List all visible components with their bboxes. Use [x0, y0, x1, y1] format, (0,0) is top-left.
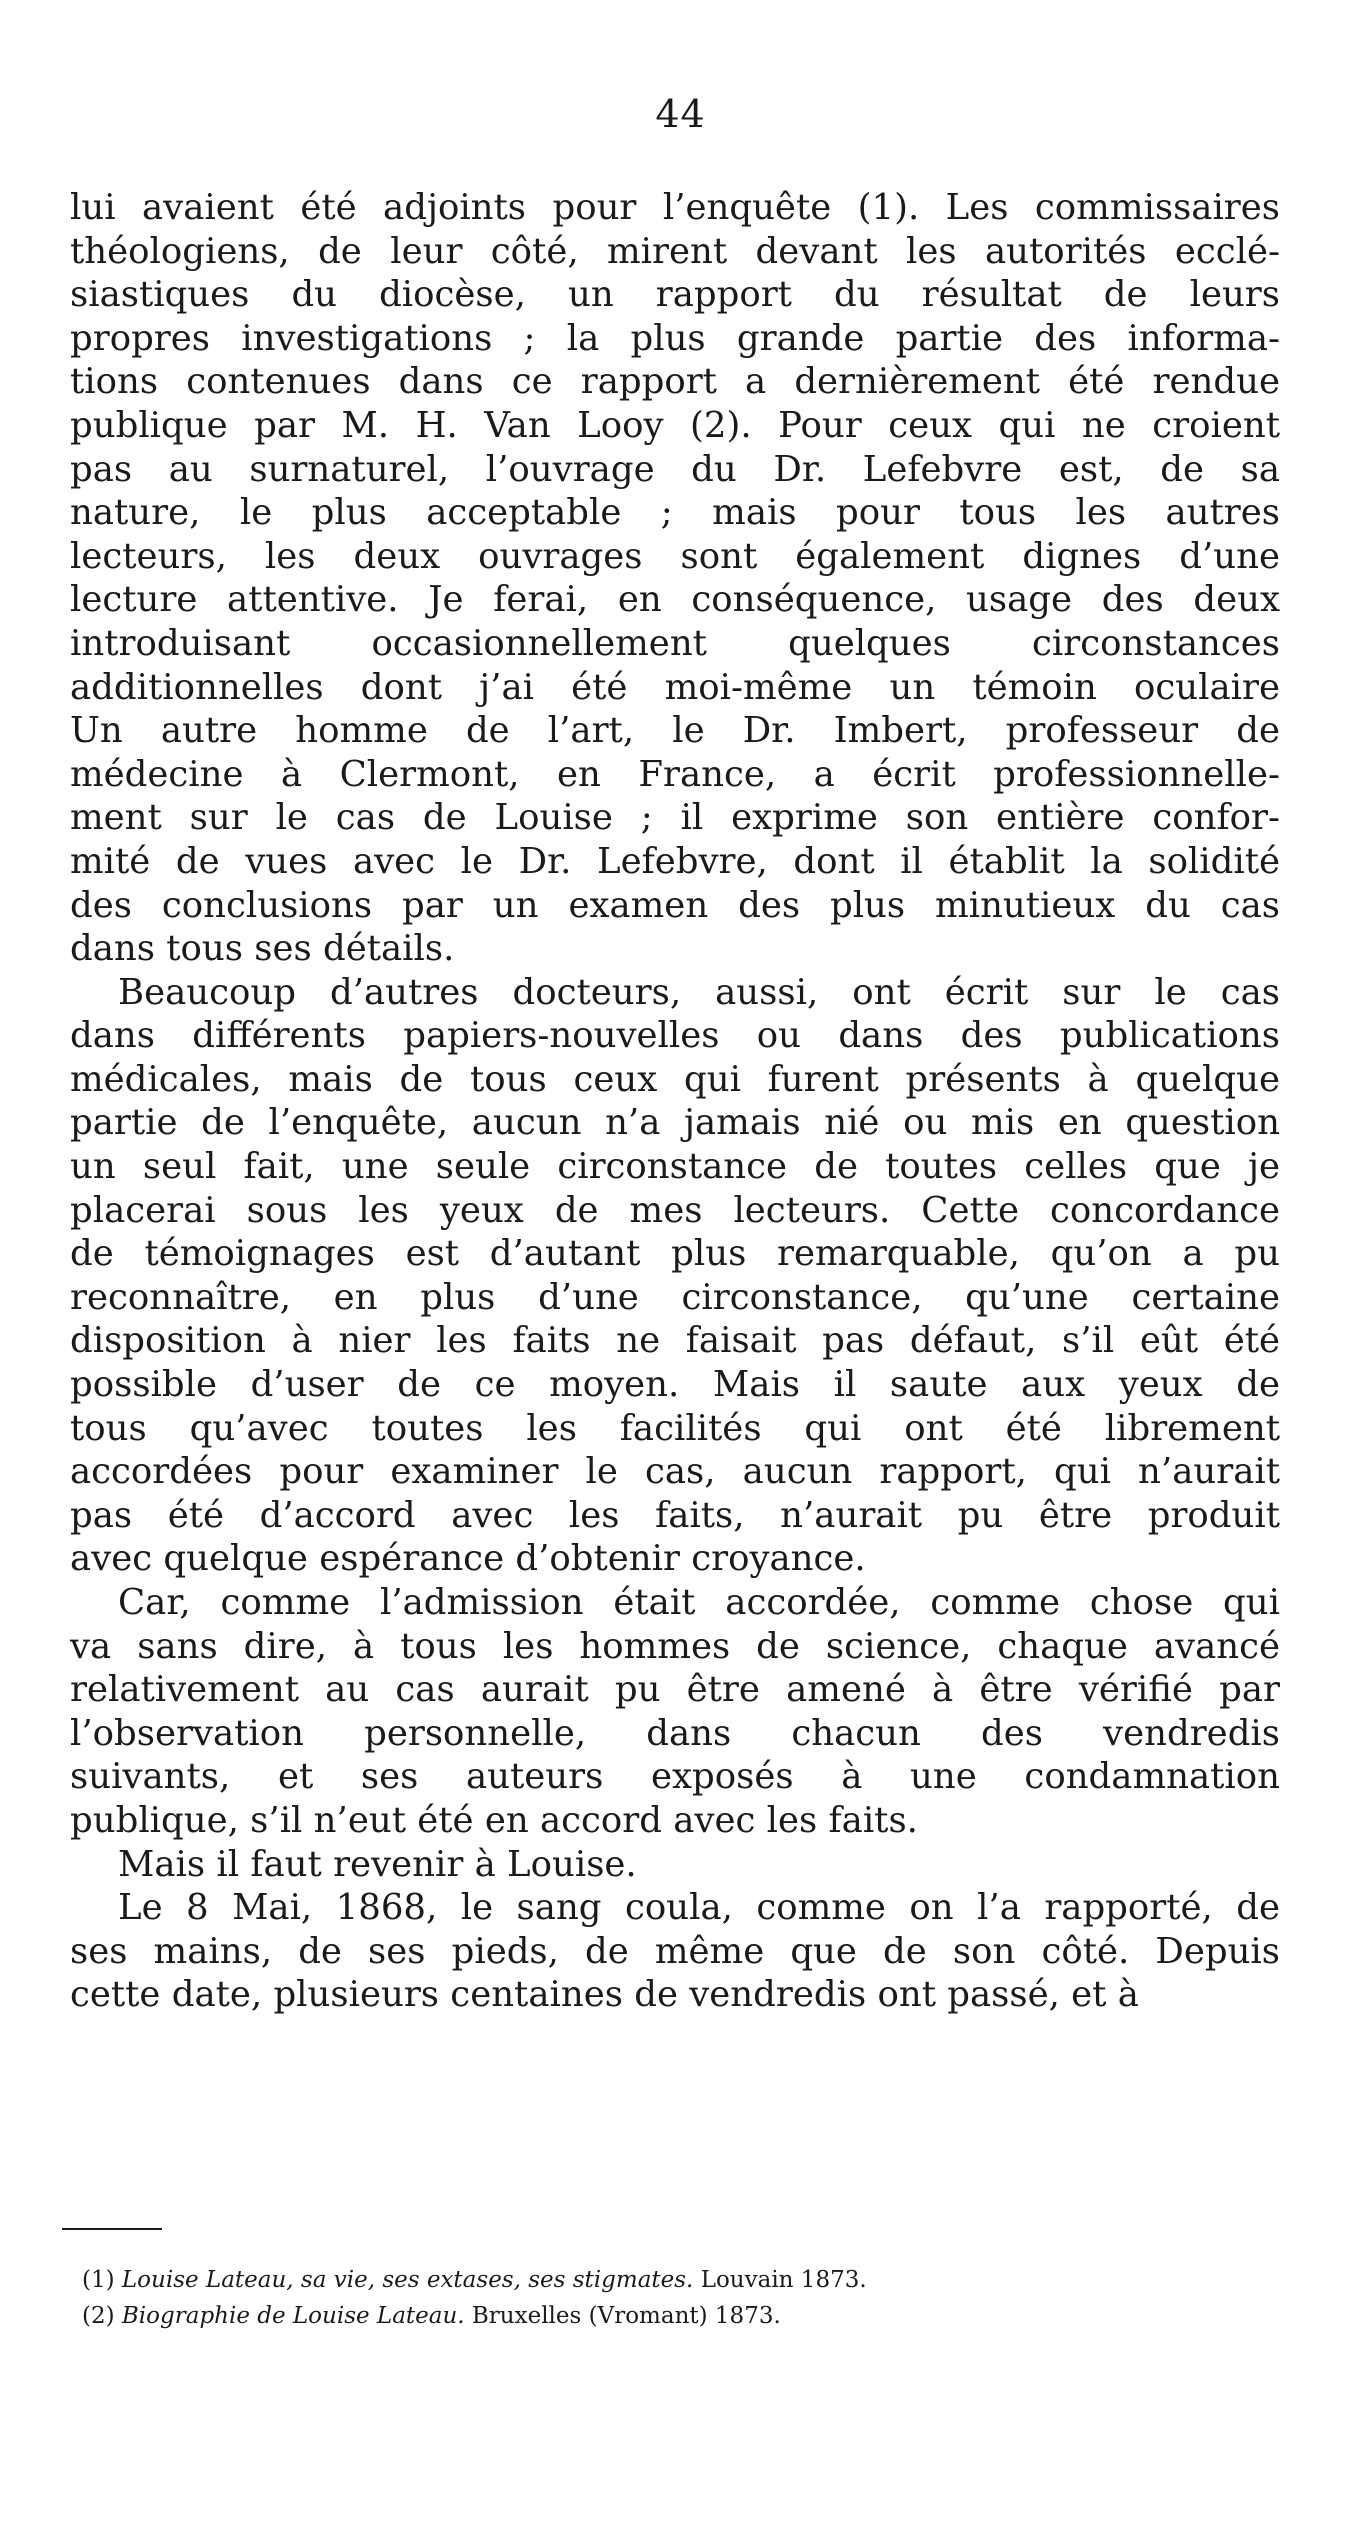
text-line: médecine à Clermont, en France, a écrit professionnelle- — [70, 753, 1280, 795]
text-line: Beaucoup d’autres docteurs, aussi, ont écrit sur le cas — [118, 971, 1280, 1013]
text-line: introduisant occasionnellement quelques circonstances — [70, 622, 1280, 664]
text-line: tions contenues dans ce rapport a dernièrement été rendue — [70, 361, 1280, 403]
footnote-title: Biographie de Louise Lateau. — [121, 2303, 465, 2329]
footnote — [82, 2298, 1182, 2334]
text-line: dans différents papiers-nouvelles ou dans des publications — [70, 1015, 1280, 1057]
paragraph — [70, 186, 1280, 971]
text-line: lui avaient été adjoints pour l’enquête (1). Les commissaires — [70, 187, 1280, 228]
text-line: Mais il faut revenir à Louise. — [118, 1843, 637, 1885]
text-line: de témoignages est d’autant plus remarquable, qu’on a pu — [70, 1233, 1280, 1275]
footnote-title: Louise Lateau, sa vie, ses extases, ses stigmates. — [121, 2267, 694, 2293]
text-line: reconnaître, en plus d’une circonstance, qu’une certaine — [70, 1276, 1280, 1318]
text-line: placerai sous les yeux de mes lecteurs. Cette concordance — [70, 1189, 1280, 1231]
page-number: 44 — [655, 92, 706, 136]
text-line: ment sur le cas de Louise ; il exprime son entière confor- — [70, 797, 1280, 839]
footnote-divider — [62, 2228, 162, 2230]
paragraph — [70, 971, 1280, 1581]
text-line: publique, s’il n’eut été en accord avec les faits. — [70, 1799, 918, 1841]
text-line: pas au surnaturel, l’ouvrage du Dr. Lefebvre est, de sa — [70, 448, 1280, 490]
text-line: accordées pour examiner le cas, aucun rapport, qui n’aurait — [70, 1451, 1280, 1493]
text-line: des conclusions par un examen des plus minutieux du cas — [70, 884, 1280, 926]
text-line: additionnelles dont j’ai été moi-même un témoin oculaire — [70, 666, 1280, 708]
footnote — [82, 2262, 1182, 2298]
text-line: nature, le plus acceptable ; mais pour tous les autres — [70, 492, 1280, 534]
text-line: théologiens, de leur côté, mirent devant les autorités ecclé- — [70, 230, 1280, 272]
text-line: cette date, plusieurs centaines de vendredis ont passé, et à — [70, 1974, 1139, 2016]
text-line: pas été d’accord avec les faits, n’aurait pu être produit — [70, 1494, 1280, 1536]
text-line: un seul fait, une seule circonstance de toutes celles que je — [70, 1146, 1280, 1188]
text-line: propres investigations ; la plus grande partie des informa- — [70, 317, 1280, 359]
text-line: tous qu’avec toutes les facilités qui ont été librement — [70, 1407, 1280, 1449]
text-line: publique par M. H. Van Looy (2). Pour ceux qui ne croient — [70, 404, 1280, 446]
footnotes — [82, 2262, 1182, 2334]
text-line: mité de vues avec le Dr. Lefebvre, dont il établit la solidité — [70, 840, 1280, 882]
text-line: lecteurs, les deux ouvrages sont également dignes d’une — [70, 535, 1280, 577]
paragraph — [70, 1581, 1280, 1843]
text-line: avec quelque espérance d’obtenir croyance. — [70, 1538, 866, 1580]
footnote-marker: (1) — [82, 2267, 115, 2293]
text-line: lecture attentive. Je ferai, en conséquence, usage des deux — [70, 579, 1280, 621]
text-line: médicales, mais de tous ceux qui furent présents à quelque — [70, 1058, 1280, 1100]
paragraph — [70, 1886, 1280, 2017]
text-line: siastiques du diocèse, un rapport du résultat de leurs — [70, 274, 1280, 316]
text-line: Le 8 Mai, 1868, le sang coula, comme on l’a rapporté, de — [118, 1887, 1280, 1929]
text-line: Un autre homme de l’art, le Dr. Imbert, professeur de — [70, 710, 1280, 752]
footnote-publication: Louvain 1873. — [700, 2267, 867, 2293]
footnote-marker: (2) — [82, 2303, 115, 2329]
text-line: dans tous ses détails. — [70, 928, 455, 970]
text-line: Car, comme l’admission était accordée, comme chose qui — [118, 1582, 1280, 1623]
body-text — [70, 186, 1280, 2017]
text-line: ses mains, de ses pieds, de même que de son côté. Depuis — [70, 1930, 1280, 1972]
text-line: disposition à nier les faits ne faisait pas défaut, s’il eût été — [70, 1320, 1280, 1362]
text-line: relativement au cas aurait pu être amené à être vérifié par — [70, 1669, 1280, 1711]
text-line: partie de l’enquête, aucun n’a jamais nié ou mis en question — [70, 1102, 1280, 1144]
text-line: l’observation personnelle, dans chacun des vendredis — [70, 1712, 1280, 1754]
paragraph — [70, 1843, 1280, 1887]
text-line: va sans dire, à tous les hommes de science, chaque avancé — [70, 1625, 1280, 1667]
text-line: suivants, et ses auteurs exposés à une condamnation — [70, 1756, 1280, 1798]
footnote-publication: Bruxelles (Vromant) 1873. — [471, 2303, 781, 2329]
text-line: possible d’user de ce moyen. Mais il saute aux yeux de — [70, 1364, 1280, 1406]
